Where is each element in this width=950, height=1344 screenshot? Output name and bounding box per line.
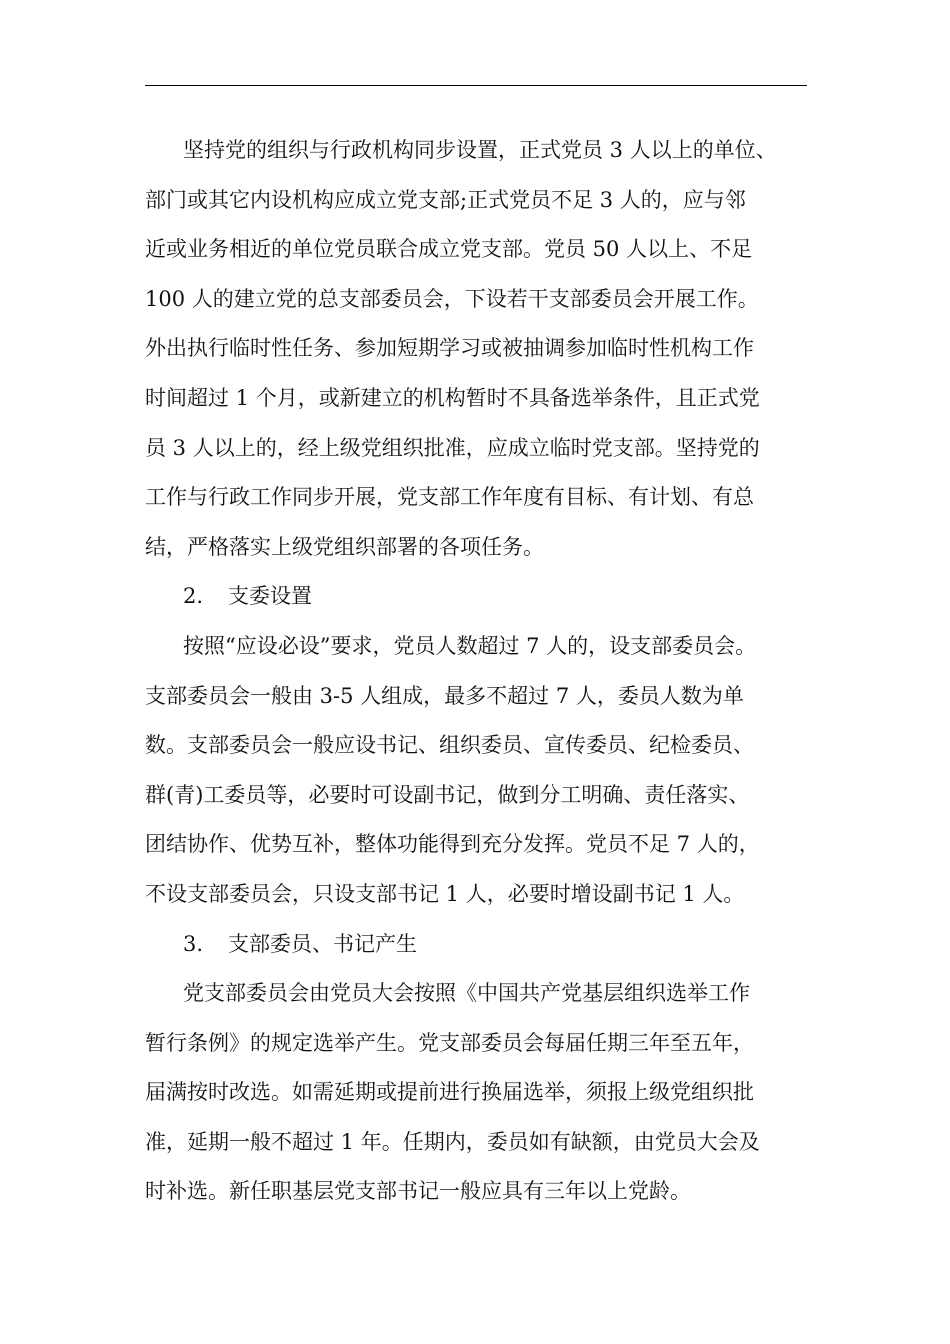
paragraph-line: 时补选。新任职基层党支部书记一般应具有三年以上党龄。 (145, 1179, 691, 1204)
document-body (145, 126, 815, 1217)
paragraph-line: 届满按时改选。如需延期或提前进行换届选举，须报上级党组织批 (145, 1080, 754, 1105)
paragraph-organization-setup (145, 126, 815, 572)
section-heading-committee-setup (145, 572, 815, 622)
section-heading-election (145, 920, 815, 970)
paragraph-line: 工作与行政工作同步开展，党支部工作年度有目标、有计划、有总 (145, 485, 754, 510)
paragraph-line: 支部委员会一般由 3-5 人组成，最多不超过 7 人，委员人数为单 (145, 683, 744, 708)
paragraph-line: 数。支部委员会一般应设书记、组织委员、宣传委员、纪检委员、 (145, 733, 754, 758)
paragraph-line: 团结协作、优势互补，整体功能得到充分发挥。党员不足 7 人的， (145, 832, 760, 857)
header-rule (145, 85, 807, 86)
section-number: 2. (183, 584, 204, 609)
paragraph-line: 部门或其它内设机构应成立党支部;正式党员不足 3 人的，应与邻 (145, 187, 746, 212)
paragraph-committee-setup (145, 622, 815, 920)
section-title: 支委设置 (228, 584, 312, 609)
paragraph-line: 党支部委员会由党员大会按照《中国共产党基层组织选举工作 (183, 981, 750, 1006)
section-title: 支部委员、书记产生 (228, 931, 417, 956)
paragraph-line: 不设支部委员会，只设支部书记 1 人，必要时增设副书记 1 人。 (145, 881, 745, 906)
paragraph-election (145, 969, 815, 1217)
paragraph-line: 外出执行临时性任务、参加短期学习或被抽调参加临时性机构工作 (145, 336, 754, 361)
paragraph-line: 结，严格落实上级党组织部署的各项任务。 (145, 534, 544, 559)
paragraph-line: 近或业务相近的单位党员联合成立党支部。党员 50 人以上、不足 (145, 237, 753, 262)
paragraph-line: 时间超过 1 个月，或新建立的机构暂时不具备选举条件，且正式党 (145, 385, 760, 410)
paragraph-line: 员 3 人以上的，经上级党组织批准，应成立临时党支部。坚持党的 (145, 435, 760, 460)
paragraph-line: 按照“应设必设”要求，党员人数超过 7 人的，设支部委员会。 (183, 633, 757, 658)
section-number: 3. (183, 931, 204, 956)
paragraph-line: 群(青)工委员等，必要时可设副书记，做到分工明确、责任落实、 (145, 782, 750, 807)
paragraph-line: 100 人的建立党的总支部委员会，下设若干支部委员会开展工作。 (145, 286, 759, 311)
paragraph-line: 暂行条例》的规定选举产生。党支部委员会每届任期三年至五年， (145, 1030, 754, 1055)
paragraph-line: 坚持党的组织与行政机构同步设置，正式党员 3 人以上的单位、 (183, 138, 777, 162)
paragraph-line: 准，延期一般不超过 1 年。任期内，委员如有缺额，由党员大会及 (145, 1129, 760, 1154)
